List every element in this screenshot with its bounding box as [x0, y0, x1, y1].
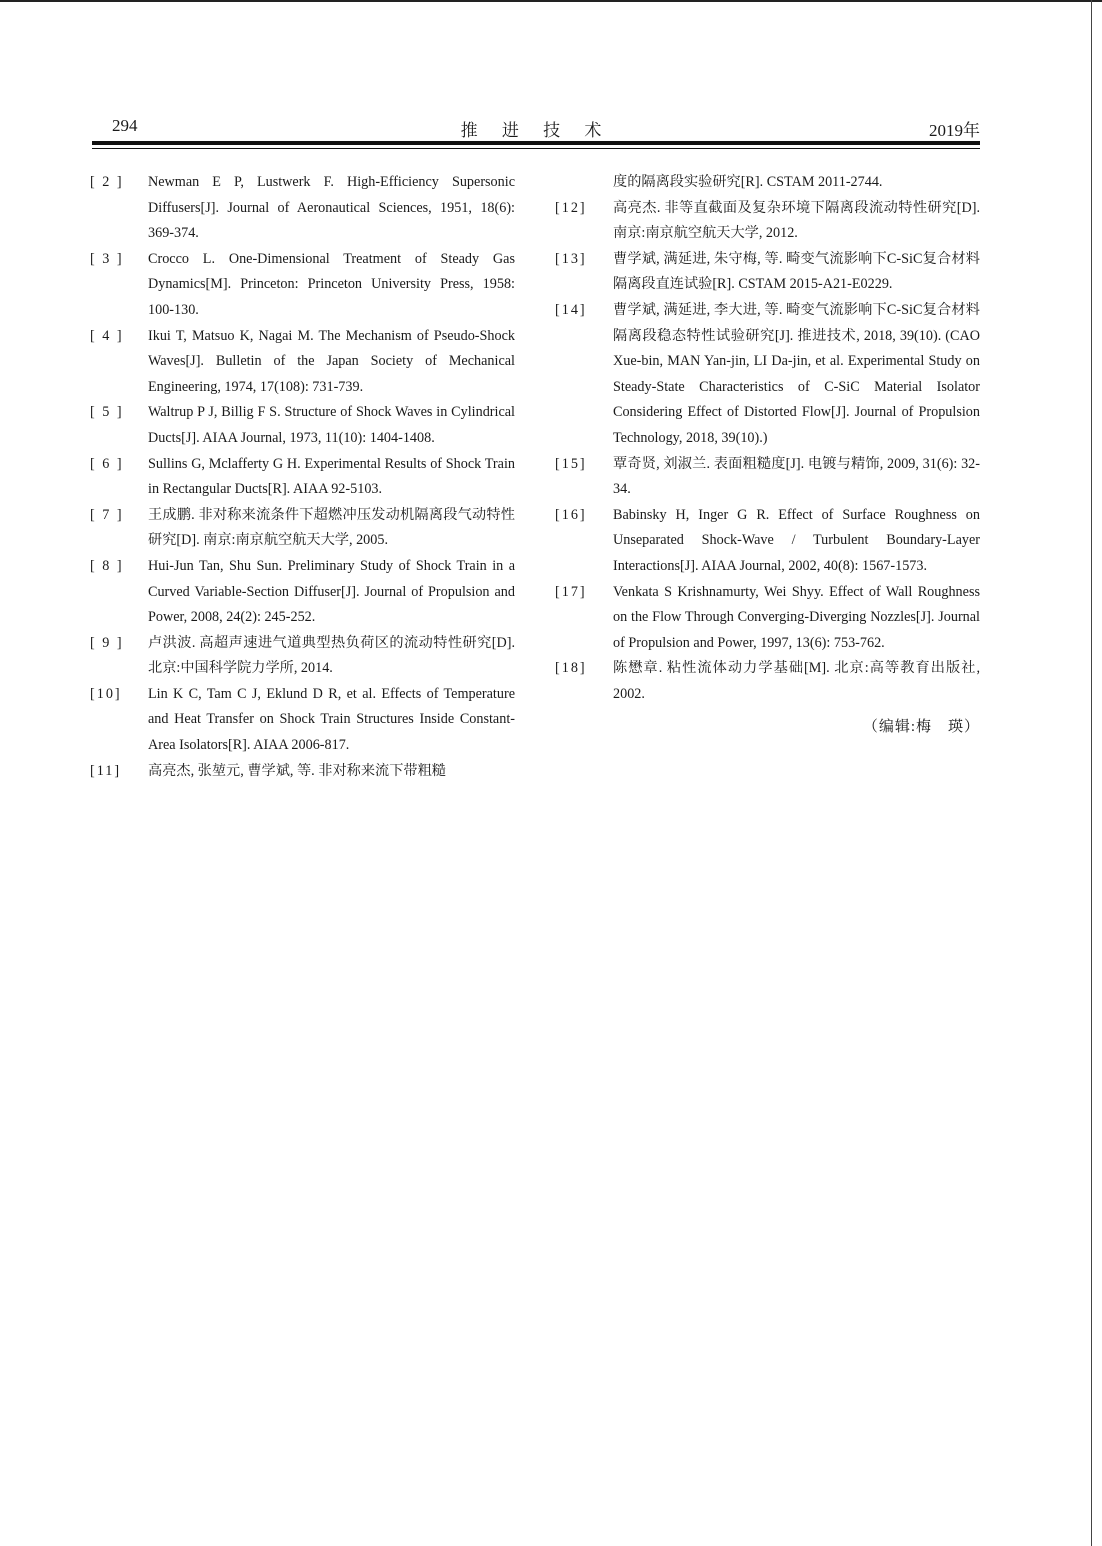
reference-text: Sullins G, Mclafferty G H. Experimental Results of Shock Train in Rectangular Ducts[R]. AIAA 92-5103.	[148, 455, 515, 498]
reference-text: 王成鹏. 非对称来流条件下超燃冲压发动机隔离段气动特性研究[D]. 南京:南京航空航天大学, 2005.	[148, 506, 515, 549]
reference-text: Crocco L. One-Dimensional Treatment of Steady Gas Dynamics[M]. Princeton: Princeton University Press, 1958: 100-130.	[148, 250, 515, 318]
reference-number: [18]	[555, 660, 587, 677]
reference-number: [14]	[555, 301, 587, 318]
page-top-border	[0, 0, 1102, 2]
reference-number: [ 7 ]	[90, 506, 124, 523]
reference-entry	[90, 503, 515, 554]
reference-text: 高亮杰. 非等直截面及复杂环境下隔离段流动特性研究[D]. 南京:南京航空航天大学, 2012.	[613, 199, 980, 242]
reference-entry	[555, 247, 980, 298]
reference-entry	[90, 452, 515, 503]
reference-entry	[555, 298, 980, 452]
reference-number: [ 2 ]	[90, 174, 124, 190]
reference-text: Ikui T, Matsuo K, Nagai M. The Mechanism of Pseudo-Shock Waves[J]. Bulletin of the Japan Society of Mechanical Engineering, 1974, 17(108): 731-739.	[148, 327, 515, 395]
publication-year: 2019年	[929, 121, 980, 140]
reference-number: [ 8 ]	[90, 557, 124, 574]
reference-entry	[555, 503, 980, 580]
reference-entry	[90, 682, 515, 759]
reference-entry	[90, 554, 515, 631]
reference-number: [ 6 ]	[90, 455, 124, 472]
reference-text: Lin K C, Tam C J, Eklund D R, et al. Effects of Temperature and Heat Transfer on Shock Train Structures Inside Constant-Area Isolators[R]. AIAA 2006-817.	[148, 685, 515, 754]
header-rule-thin	[92, 148, 980, 149]
reference-number: [10]	[90, 685, 122, 702]
reference-number: [17]	[555, 583, 587, 600]
reference-entry	[90, 759, 515, 785]
header-rule-thick	[92, 141, 980, 145]
reference-number: [ 3 ]	[90, 250, 124, 267]
left-column	[90, 170, 515, 784]
reference-text: 卢洪波. 高超声速进气道典型热负荷区的流动特性研究[D]. 北京:中国科学院力学所, 2014.	[148, 634, 515, 677]
reference-continuation: 度的隔离段实验研究[R]. CSTAM 2011-2744.	[613, 174, 883, 190]
reference-number: [15]	[555, 455, 587, 472]
reference-number: [ 5 ]	[90, 404, 124, 421]
journal-title: 推 进 技 术	[460, 121, 612, 140]
reference-number: [ 4 ]	[90, 327, 124, 344]
reference-entry	[90, 170, 515, 247]
right-column	[555, 170, 980, 736]
reference-entry	[90, 631, 515, 682]
reference-number: [13]	[555, 250, 587, 267]
reference-text: 覃奇贤, 刘淑兰. 表面粗糙度[J]. 电镀与精饰, 2009, 31(6): 32-34.	[613, 455, 980, 498]
reference-entry	[90, 324, 515, 401]
reference-number: [12]	[555, 199, 587, 216]
reference-number: [11]	[90, 762, 122, 779]
reference-entry	[555, 452, 980, 503]
reference-entry	[555, 196, 980, 247]
reference-entry	[555, 580, 980, 657]
reference-text: Hui-Jun Tan, Shu Sun. Preliminary Study of Shock Train in a Curved Variable-Section Diffuser[J]. Journal of Propulsion and Power, 2008, 24(2): 245-252.	[148, 557, 515, 626]
reference-text: 陈懋章. 粘性流体动力学基础[M]. 北京:高等教育出版社, 2002.	[613, 660, 980, 702]
reference-entry	[90, 247, 515, 324]
reference-text: 曹学斌, 满延进, 李大进, 等. 畸变气流影响下C-SiC复合材料隔离段稳态特性试验研究[J]. 推进技术, 2018, 39(10). (CAO Xue-bin, MAN Yan-jin, LI Da-jin, et al. Experimental Study on Steady-State Characteristics of C-SiC Material Isolator Considering Effect of Distorted Flow[J]. Journal of Propulsion Technology, 2018, 39(10).)	[613, 301, 980, 446]
reference-entry	[555, 656, 980, 707]
page-right-border	[1091, 0, 1092, 1546]
reference-text: Newman E P, Lustwerk F. High-Efficiency Supersonic Diffusers[J]. Journal of Aeronautical Sciences, 1951, 18(6): 369-374.	[148, 174, 515, 242]
reference-text: 曹学斌, 满延进, 朱守梅, 等. 畸变气流影响下C-SiC复合材料隔离段直连试验[R]. CSTAM 2015-A21-E0229.	[613, 250, 980, 293]
reference-number: [16]	[555, 506, 587, 523]
editor-credit: （编辑:梅 瑛）	[862, 719, 980, 736]
reference-text: Venkata S Krishnamurty, Wei Shyy. Effect of Wall Roughness on the Flow Through Converging-Diverging Nozzles[J]. Journal of Propulsion and Power, 1997, 13(6): 753-762.	[613, 583, 980, 651]
reference-text: 高亮杰, 张堃元, 曹学斌, 等. 非对称来流下带粗糙	[148, 762, 446, 779]
reference-text: Waltrup P J, Billig F S. Structure of Shock Waves in Cylindrical Ducts[J]. AIAA Journal, 1973, 11(10): 1404-1408.	[148, 404, 515, 446]
running-header	[92, 116, 980, 142]
reference-text: Babinsky H, Inger G R. Effect of Surface Roughness on Unseparated Shock-Wave / Turbulent Boundary-Layer Interactions[J]. AIAA Journal, 2002, 40(8): 1567-1573.	[613, 506, 980, 574]
page-number: 294	[112, 116, 138, 135]
reference-entry	[90, 400, 515, 451]
reference-number: [ 9 ]	[90, 634, 124, 651]
